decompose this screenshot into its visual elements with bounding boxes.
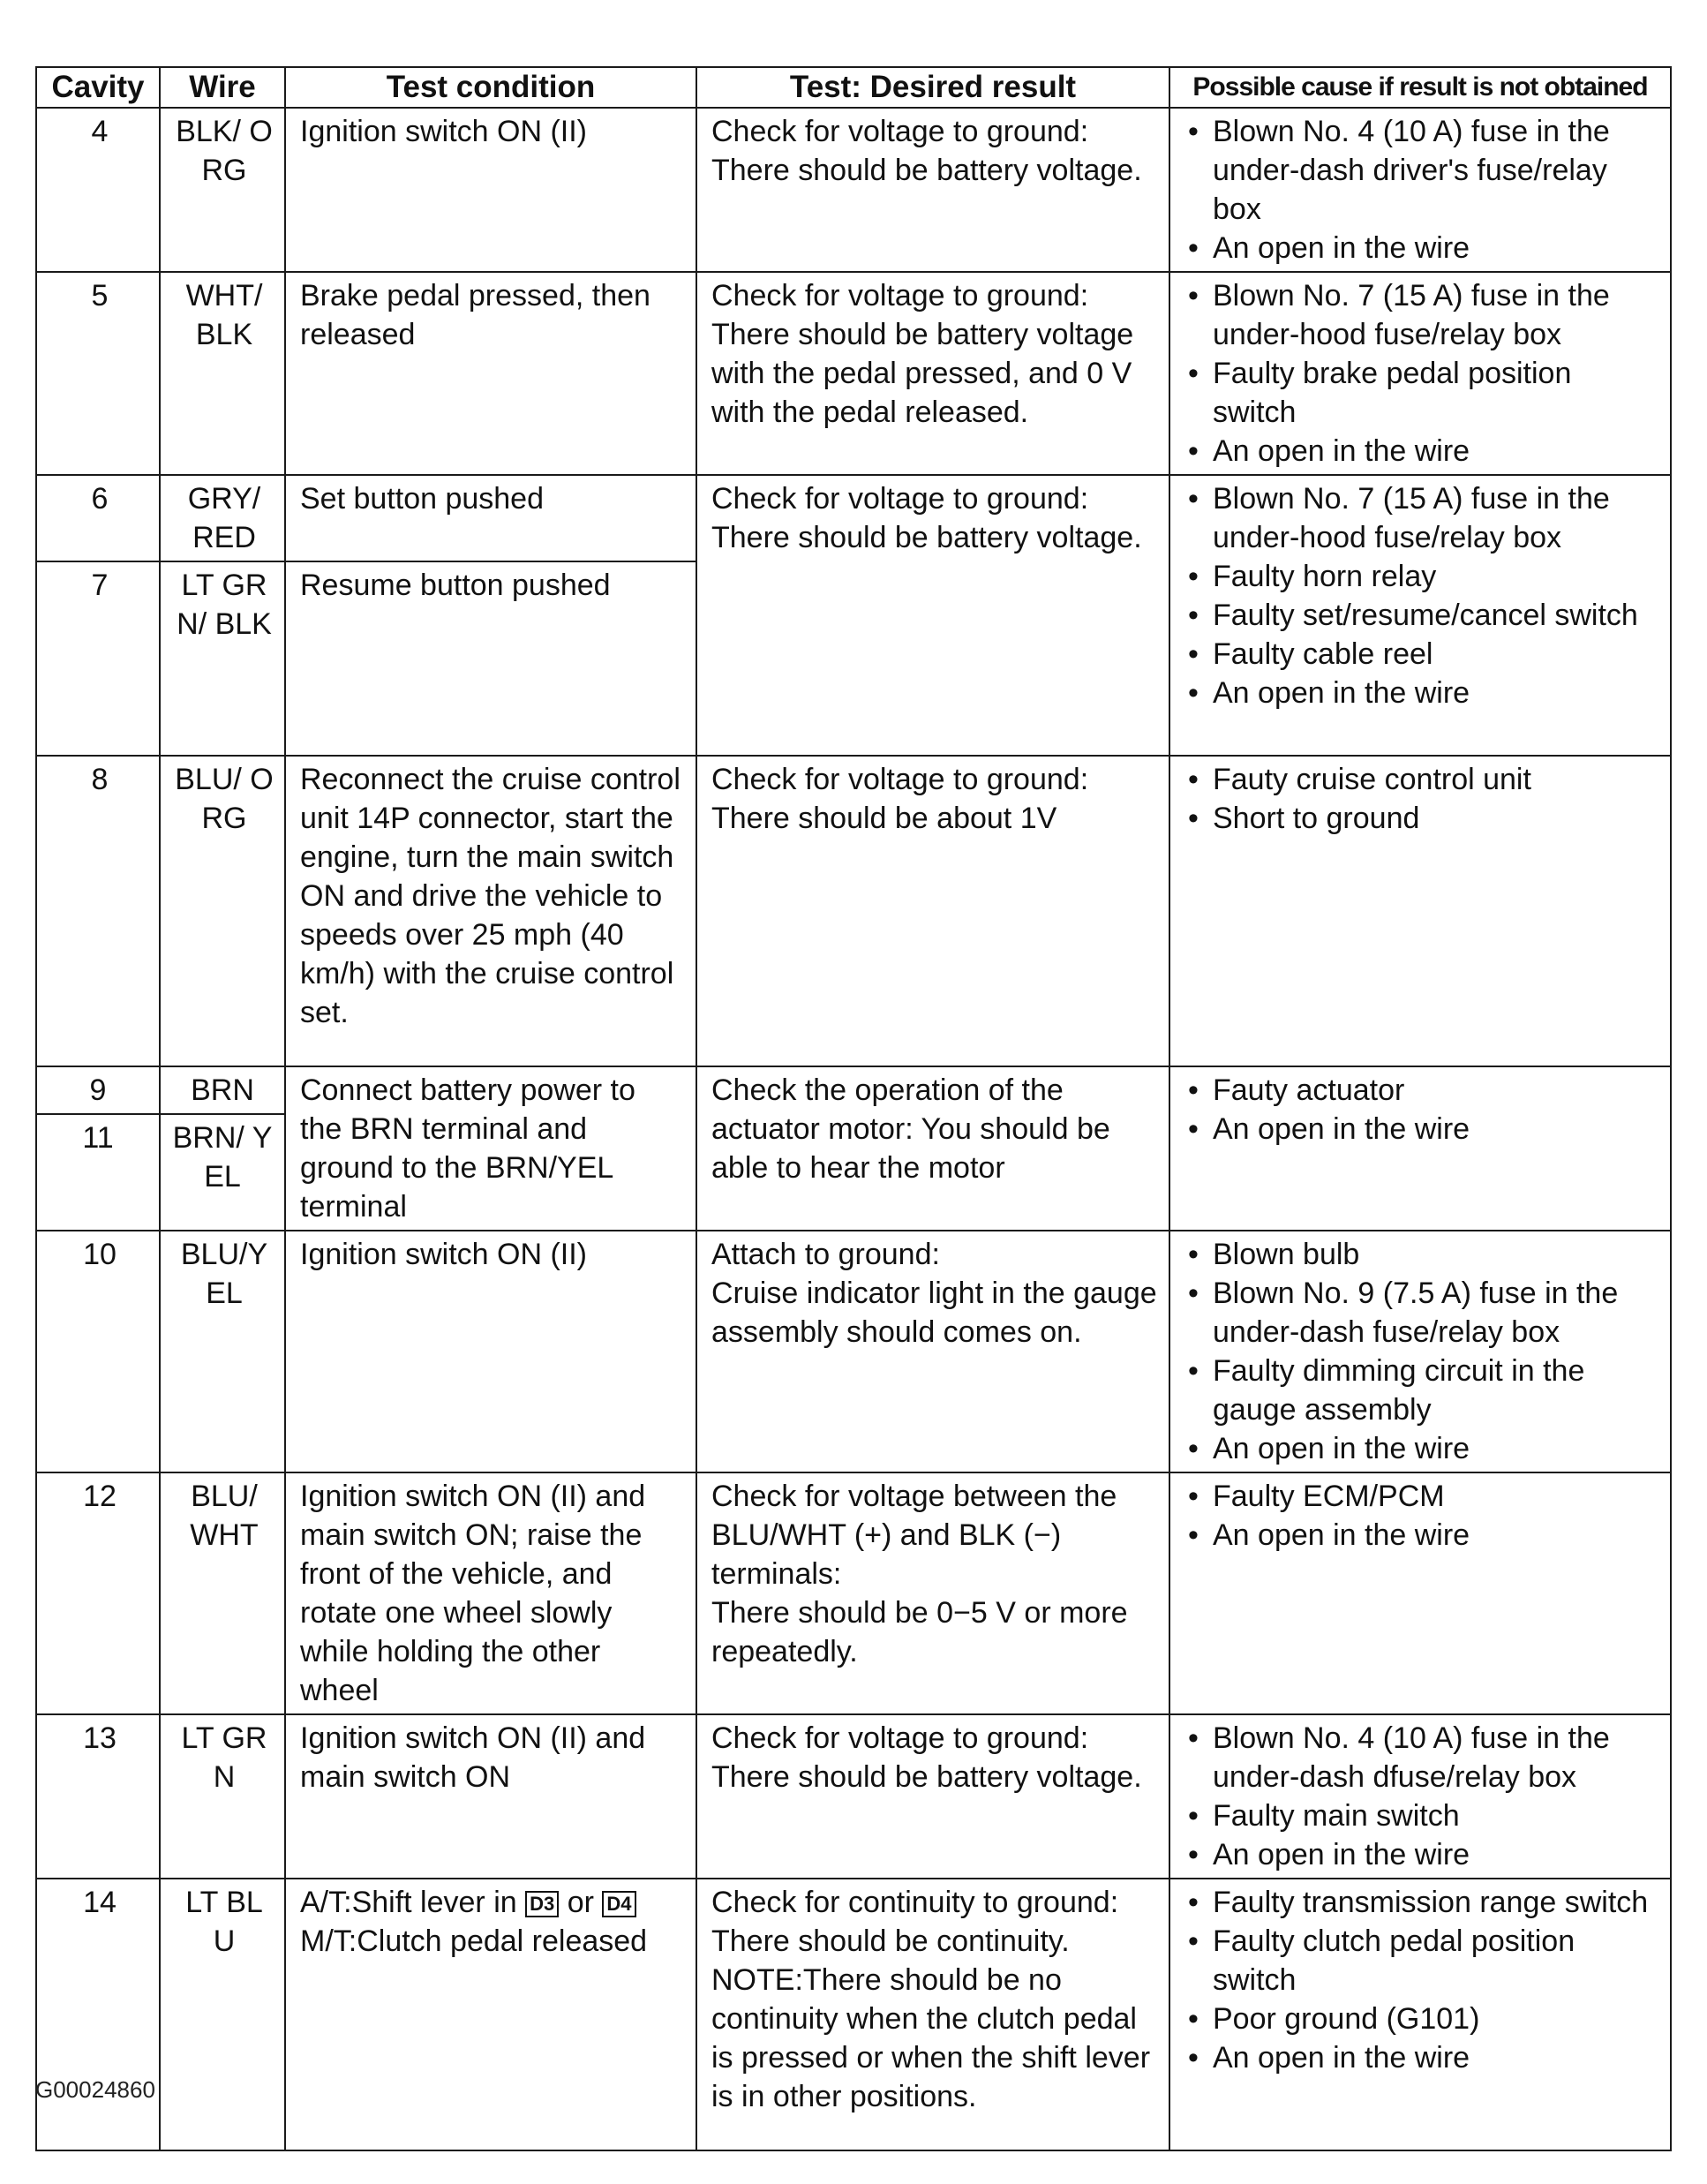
possible-cause-cell (1169, 475, 1671, 756)
test-condition-cell: Connect battery power to the BRN terminal and ground to the BRN/YEL terminal (285, 1066, 696, 1231)
cause-list (1184, 276, 1659, 471)
cause-item: • An open in the wire (1184, 2038, 1659, 2077)
header-test-condition: Test condition (285, 67, 696, 108)
cavity-bottom: 11 (82, 1121, 114, 1155)
test-condition-cell: Resume button pushed (285, 561, 696, 756)
cause-item: • Faulty brake pedal position switch (1184, 354, 1659, 432)
test-condition-cell: Brake pedal pressed, then released (285, 272, 696, 475)
cause-item: • Faulty cable reel (1184, 635, 1659, 674)
cause-list (1184, 1883, 1659, 2077)
cause-item: • Blown No. 4 (10 A) fuse in the under-dash driver's fuse/relay box (1184, 112, 1659, 229)
wire-code: WHT/ BLK (185, 279, 263, 351)
cause-item: • Faulty main switch (1184, 1796, 1659, 1835)
table-row (36, 1879, 1671, 2150)
wire-cell (160, 1879, 285, 2150)
wire-cell (160, 756, 285, 1066)
cause-item: • Faulty ECM/PCM (1184, 1477, 1659, 1516)
result-line: There should be 0−5 V or more repeatedly. (711, 1596, 1128, 1668)
cause-list (1184, 1477, 1659, 1555)
desired-result-cell: Check for voltage to ground: There should be about 1V (696, 756, 1169, 1066)
cause-item: • An open in the wire (1184, 229, 1659, 267)
header-row (36, 67, 1671, 108)
cause-list (1184, 1235, 1659, 1468)
cause-list (1184, 1719, 1659, 1874)
cavity-cell: 5 (36, 272, 160, 475)
wire-code: BLK/ ORG (176, 115, 273, 187)
cavity-cell: 7 (36, 561, 160, 756)
result-line: There should be continuity. (711, 1924, 1070, 1958)
table-row (36, 1472, 1671, 1714)
possible-cause-cell (1169, 108, 1671, 272)
wire-cell (160, 108, 285, 272)
cruise-control-diagnostic-table (35, 66, 1672, 2151)
test-condition-cell: Ignition switch ON (II) (285, 1231, 696, 1472)
condition-prefix: A/T:Shift lever in (300, 1886, 517, 1919)
desired-result-cell: Check for voltage to ground: There should be battery voltage. (696, 108, 1169, 272)
result-line: Check for continuity to ground: (711, 1886, 1119, 1919)
cause-list (1184, 1071, 1659, 1148)
cause-item: • Faulty set/resume/cancel switch (1184, 596, 1659, 635)
possible-cause-cell (1169, 1472, 1671, 1714)
wire-code: LT GRN (181, 1721, 267, 1794)
header-possible-cause: Possible cause if result is not obtained (1169, 67, 1671, 108)
cavity-cell: 8 (36, 756, 160, 1066)
desired-result-cell: Check the operation of the actuator motor: You should be able to hear the motor (696, 1066, 1169, 1231)
cause-list (1184, 760, 1659, 838)
test-condition-cell: Ignition switch ON (II) (285, 108, 696, 272)
cavity-top: 9 (37, 1067, 159, 1115)
wire-code: BLU/Y EL (180, 1238, 268, 1310)
cause-item: • Blown No. 9 (7.5 A) fuse in the under-dash fuse/relay box (1184, 1274, 1659, 1352)
cavity-cell: 12 (36, 1472, 160, 1714)
condition-rest: M/T:Clutch pedal released (300, 1924, 648, 1958)
cavity-cell: 4 (36, 108, 160, 272)
possible-cause-cell (1169, 1714, 1671, 1879)
cause-item: • Fauty actuator (1184, 1071, 1659, 1110)
wire-top: BRN (161, 1067, 284, 1115)
desired-result-cell (696, 1879, 1169, 2150)
cause-item: • An open in the wire (1184, 432, 1659, 471)
result-line: Cruise indicator light in the gauge assembly should comes on. (711, 1277, 1157, 1349)
cause-item: • Faulty clutch pedal position switch (1184, 1922, 1659, 1999)
cause-item: • An open in the wire (1184, 1110, 1659, 1148)
cause-item: • Short to ground (1184, 799, 1659, 838)
wire-code: BRN/ YEL (172, 1121, 273, 1194)
test-condition-cell: Ignition switch ON (II) and main switch ON (285, 1714, 696, 1879)
result-line: NOTE:There should be no continuity when the clutch pedal is pressed or when the shift lever is in other positions. (711, 1963, 1151, 2113)
cause-item: • An open in the wire (1184, 1429, 1659, 1468)
possible-cause-cell (1169, 1879, 1671, 2150)
cause-item: • Poor ground (G101) (1184, 1999, 1659, 2038)
cause-list (1184, 112, 1659, 267)
cause-item: • Fauty cruise control unit (1184, 760, 1659, 799)
cause-item: • An open in the wire (1184, 1835, 1659, 1874)
possible-cause-cell (1169, 756, 1671, 1066)
d3-position-icon: D3 (525, 1891, 559, 1917)
wire-cell (160, 272, 285, 475)
table-row (36, 756, 1671, 1066)
table-row (36, 108, 1671, 272)
wire-cell (160, 1231, 285, 1472)
header-wire: Wire (160, 67, 285, 108)
possible-cause-cell (1169, 1231, 1671, 1472)
table-row (36, 475, 1671, 561)
table-row (36, 1714, 1671, 1879)
desired-result-cell: Check for voltage to ground: There should be battery voltage. (696, 1714, 1169, 1879)
cause-item: • Blown bulb (1184, 1235, 1659, 1274)
wire-cell (160, 1472, 285, 1714)
table-row (36, 272, 1671, 475)
cavity-cell: 13 (36, 1714, 160, 1879)
cause-item: • Faulty dimming circuit in the gauge assembly (1184, 1352, 1659, 1429)
cavity-cell: 6 (36, 475, 160, 561)
table-row (36, 1066, 1671, 1231)
header-cavity: Cavity (36, 67, 160, 108)
desired-result-cell: Check for voltage to ground: There should be battery voltage. (696, 475, 1169, 756)
wire-cell (160, 561, 285, 756)
wire-bottom (161, 1115, 284, 1200)
cavity-cell: 10 (36, 1231, 160, 1472)
wire-code: LT BLU (185, 1886, 263, 1958)
desired-result-cell (696, 1472, 1169, 1714)
cavity-cell (36, 1066, 160, 1231)
possible-cause-cell (1169, 272, 1671, 475)
wire-code: BLU/ ORG (175, 763, 274, 835)
wire-code: BLU/ WHT (190, 1480, 259, 1552)
condition-or: or (567, 1886, 594, 1919)
wire-code: GRY/ RED (187, 482, 261, 554)
cause-item: • Blown No. 7 (15 A) fuse in the under-hood fuse/relay box (1184, 479, 1659, 557)
cause-item: • Faulty horn relay (1184, 557, 1659, 596)
result-line: Check for voltage between the BLU/WHT (+) and BLK (−) terminals: (711, 1480, 1117, 1591)
wire-code: LT GRN/ BLK (177, 569, 272, 641)
wire-cell (160, 1066, 285, 1231)
test-condition-cell: Ignition switch ON (II) and main switch ON; raise the front of the vehicle, and rotate one wheel slowly while holding the other wheel (285, 1472, 696, 1714)
test-condition-cell: Reconnect the cruise control unit 14P connector, start the engine, turn the main switch ON and drive the vehicle to speeds over 25 mph (40 km/h) with the cruise control set. (285, 756, 696, 1066)
desired-result-cell: Check for voltage to ground: There should be battery voltage with the pedal pressed, and 0 V with the pedal released. (696, 272, 1169, 475)
header-desired-result: Test: Desired result (696, 67, 1169, 108)
cause-list (1184, 479, 1659, 712)
figure-id: G00024860 (35, 2076, 155, 2103)
possible-cause-cell (1169, 1066, 1671, 1231)
cause-item: • An open in the wire (1184, 674, 1659, 712)
cavity-cell: 14 (36, 1879, 160, 2150)
test-condition-cell (285, 1879, 696, 2150)
test-condition-cell: Set button pushed (285, 475, 696, 561)
cause-item: • Faulty transmission range switch (1184, 1883, 1659, 1922)
cause-item: • An open in the wire (1184, 1516, 1659, 1555)
cause-item: • Blown No. 4 (10 A) fuse in the under-dash dfuse/relay box (1184, 1719, 1659, 1796)
cause-item: • Blown No. 7 (15 A) fuse in the under-hood fuse/relay box (1184, 276, 1659, 354)
result-line: Attach to ground: (711, 1238, 940, 1271)
desired-result-cell (696, 1231, 1169, 1472)
wire-cell (160, 1714, 285, 1879)
d4-position-icon: D4 (602, 1891, 635, 1917)
wire-cell (160, 475, 285, 561)
table-row (36, 1231, 1671, 1472)
